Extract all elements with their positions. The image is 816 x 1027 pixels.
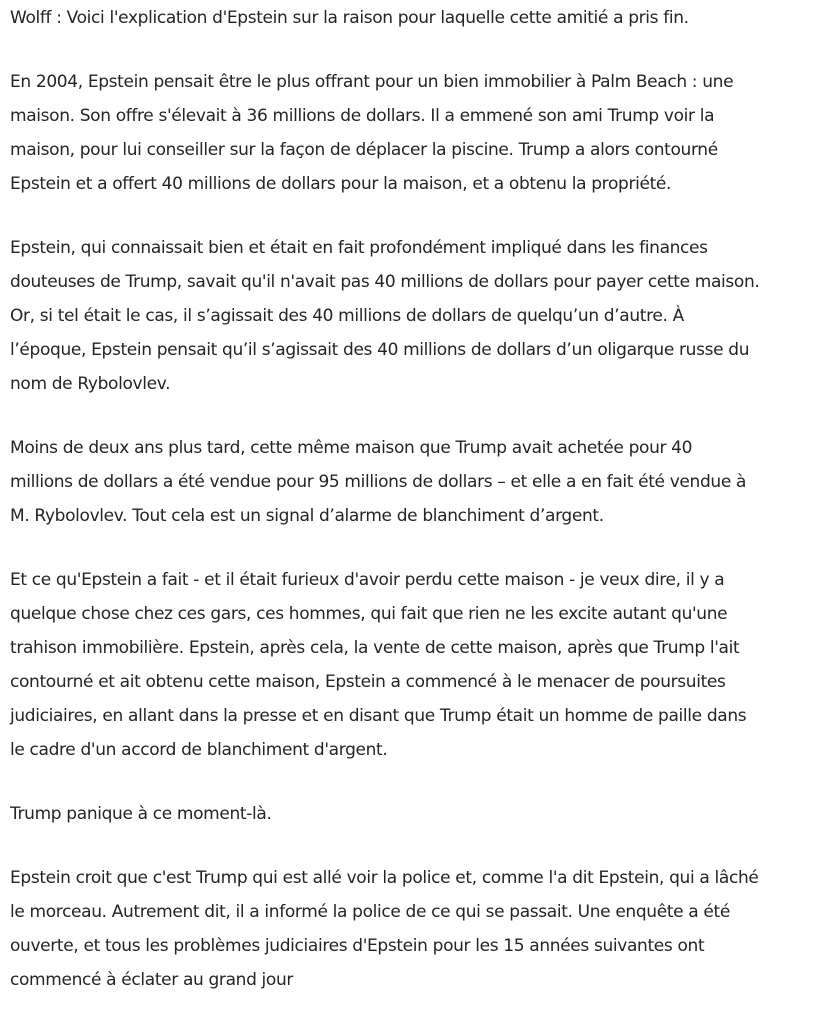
text-line: Or, si tel était le cas, il s’agissait des 40 millions de dollars de quelqu’un d’autre. À (10, 306, 684, 326)
text-line: Epstein croit que c'est Trump qui est allé voir la police et, comme l'a dit Epstein, qui a lâché (10, 868, 759, 888)
text-line: douteuses de Trump, savait qu'il n'avait pas 40 millions de dollars pour payer cette maison. (10, 272, 760, 292)
text-line: commencé à éclater au grand jour (10, 970, 294, 990)
text-line: judiciaires, en allant dans la presse et en disant que Trump était un homme de paille dans (10, 706, 747, 726)
text-line: le morceau. Autrement dit, il a informé la police de ce qui se passait. Une enquête a été (10, 902, 730, 922)
paragraph-intro (10, 1, 816, 35)
text-line: contourné et ait obtenu cette maison, Epstein a commencé à le menacer de poursuites (10, 672, 726, 692)
text-line: l’époque, Epstein pensait qu’il s’agissait des 40 millions de dollars d’un oligarque russe du (10, 340, 750, 360)
paragraph-finances (10, 231, 816, 401)
text-line: ouverte, et tous les problèmes judiciaires d'Epstein pour les 15 années suivantes ont (10, 936, 705, 956)
text-line: le cadre d'un accord de blanchiment d'argent. (10, 740, 388, 760)
text-line: maison. Son offre s'élevait à 36 millions de dollars. Il a emmené son ami Trump voir la (10, 106, 715, 126)
text-line: maison, pour lui conseiller sur la façon de déplacer la piscine. Trump a alors contourné (10, 140, 718, 160)
text-line: Trump panique à ce moment-là. (10, 804, 272, 824)
text-line: Epstein, qui connaissait bien et était en fait profondément impliqué dans les finances (10, 238, 708, 258)
text-line: trahison immobilière. Epstein, après cela, la vente de cette maison, après que Trump l'ait (10, 638, 740, 658)
text-line: quelque chose chez ces gars, ces hommes, qui fait que rien ne les excite autant qu'une (10, 604, 728, 624)
text-line: Et ce qu'Epstein a fait - et il était furieux d'avoir perdu cette maison - je veux dire, il y a (10, 570, 725, 590)
paragraph-police (10, 861, 816, 997)
paragraph-betrayal (10, 563, 816, 767)
text-line: Wolff : Voici l'explication d'Epstein sur la raison pour laquelle cette amitié a pris fin. (10, 8, 689, 28)
paragraph-2004-offer (10, 65, 816, 201)
document-body (10, 1, 816, 1027)
text-line: Epstein et a offert 40 millions de dollars pour la maison, et a obtenu la propriété. (10, 174, 672, 194)
text-line: millions de dollars a été vendue pour 95 millions de dollars – et elle a en fait été vendue à (10, 472, 747, 492)
text-line: M. Rybolovlev. Tout cela est un signal d’alarme de blanchiment d’argent. (10, 506, 604, 526)
text-line: Moins de deux ans plus tard, cette même maison que Trump avait achetée pour 40 (10, 438, 693, 458)
paragraph-panic (10, 797, 816, 831)
text-line: En 2004, Epstein pensait être le plus offrant pour un bien immobilier à Palm Beach : une (10, 72, 734, 92)
paragraph-resale (10, 431, 816, 533)
text-line: nom de Rybolovlev. (10, 374, 171, 394)
